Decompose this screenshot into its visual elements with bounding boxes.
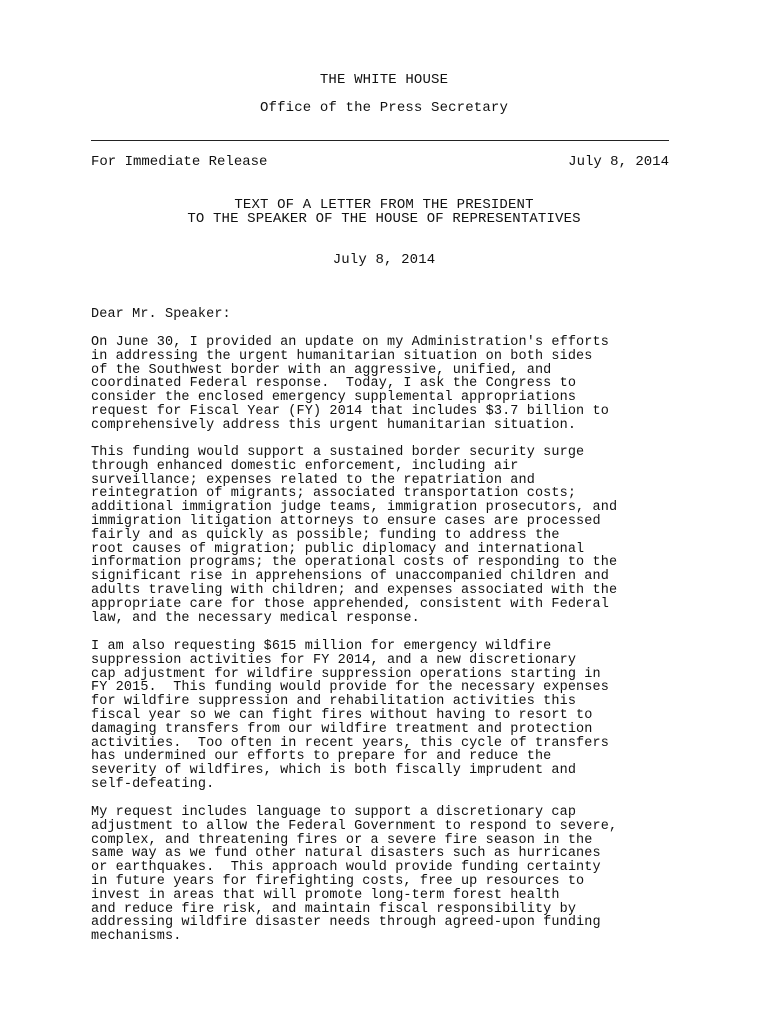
release-label: For Immediate Release (91, 154, 268, 170)
paragraph-4: My request includes language to support a discretionary cap adjustment to allow the Federal Government to respond to severe, complex, and threatening fires or a severe fire season in the same way as we fund other natural disasters such as hurricanes or earthquakes. This approach would provide funding certainty in future years for firefighting costs, free up resources to invest in areas that will promote long-term forest health and reduce fire risk, and maintain fiscal responsibility by addressing wildfire disaster needs through agreed-upon funding mechanisms. (91, 805, 618, 945)
letter-title-line-2: TO THE SPEAKER OF THE HOUSE OF REPRESENTATIVES (187, 211, 581, 227)
release-row (91, 155, 669, 169)
paragraph-2: This funding would support a sustained border security surge through enhanced domestic enforcement, including air surveillance; expenses related to the repatriation and reintegration of migrants; associated transportation costs; additional immigration judge teams, immigration prosecutors, and immigration litigation attorneys to ensure cases are processed fairly and as quickly as possible; funding to address the root causes of migration; public diplomacy and international information programs; the operational costs of responding to the significant rise in apprehensions of unaccompanied children and adults traveling with children; and expenses associated with the appropriate care for those apprehended, consistent with Federal law, and the necessary medical response. (91, 445, 618, 626)
organization-heading: THE WHITE HOUSE (319, 72, 449, 88)
letter-date: July 8, 2014 (332, 252, 436, 268)
paragraph-1: On June 30, I provided an update on my Administration's efforts in addressing the urgent humanitarian situation on both sides of the Southwest border with an aggressive, unified, and coordinated Federal response. Today, I ask the Congress to consider the enclosed emergency supplemental appropriations request for Fiscal Year (FY) 2014 that includes $3.7 billion to comprehensively address this urgent humanitarian situation. (91, 335, 609, 433)
paragraph-3: I am also requesting $615 million for emergency wildfire suppression activities for FY 2014, and a new discretionary cap adjustment for wildfire suppression operations starting in FY 2015. This funding would provide for the necessary expenses for wildfire suppression and rehabilitation activities this fiscal year so we can fight fires without having to resort to damaging transfers from our wildfire treatment and protection activities. Too often in recent years, this cycle of transfers has undermined our efforts to prepare for and reduce the severity of wildfires, which is both fiscally imprudent and self-defeating. (91, 639, 609, 792)
letter-title-line-1: TEXT OF A LETTER FROM THE PRESIDENT (234, 197, 534, 213)
office-heading: Office of the Press Secretary (260, 100, 508, 116)
release-date: July 8, 2014 (568, 154, 669, 170)
salutation: Dear Mr. Speaker: (91, 307, 231, 322)
header-divider (91, 140, 669, 141)
